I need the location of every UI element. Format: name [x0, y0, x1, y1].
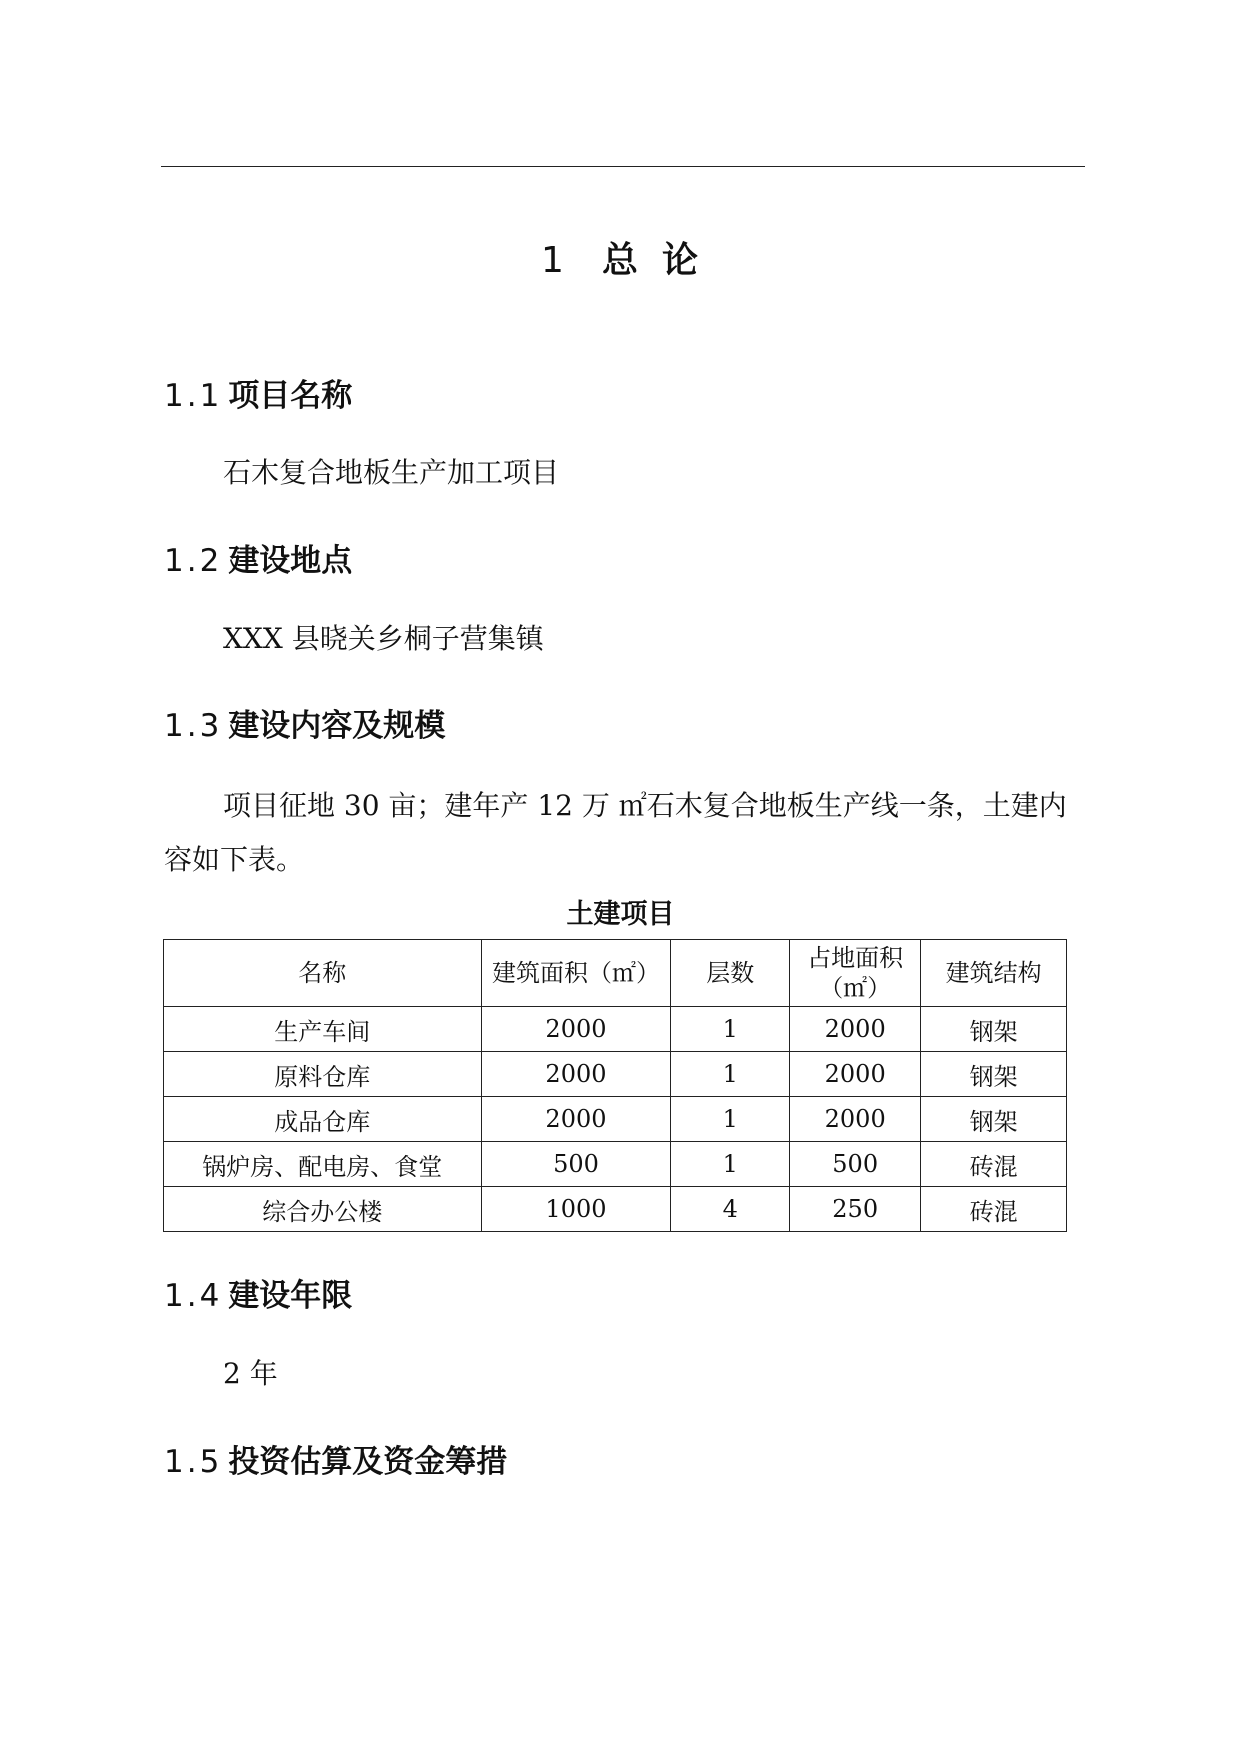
chapter-title-char-2: 论 — [661, 240, 700, 281]
table-cell: 1 — [671, 1097, 790, 1142]
table-cell: 砖混 — [921, 1187, 1067, 1232]
table-row — [164, 1142, 1067, 1187]
table-cell: 钢架 — [921, 1097, 1067, 1142]
section-title: 建设年限 — [228, 1278, 353, 1314]
table-cell: 2000 — [481, 1097, 671, 1142]
chapter-title-char-1: 总 — [601, 240, 640, 281]
section-number: 1.5 — [164, 1444, 223, 1480]
table-cell: 1 — [671, 1052, 790, 1097]
header-rule — [161, 166, 1085, 167]
section-body-1-4: 2 年 — [223, 1357, 278, 1390]
section-number: 1.4 — [164, 1278, 223, 1314]
table-header-row — [164, 940, 1067, 1007]
table-cell: 锅炉房、配电房、食堂 — [164, 1142, 482, 1187]
chapter-title — [0, 232, 1241, 283]
table-cell: 2000 — [790, 1097, 921, 1142]
table-cell: 1 — [671, 1142, 790, 1187]
table-row — [164, 1007, 1067, 1052]
table-cell: 综合办公楼 — [164, 1187, 482, 1232]
table-cell: 2000 — [481, 1052, 671, 1097]
table-caption: 土建项目 — [566, 899, 675, 930]
section-number: 1.1 — [164, 378, 223, 414]
construction-table — [163, 939, 1067, 1232]
chapter-number: 1 — [541, 240, 566, 281]
column-header: 建筑结构 — [921, 940, 1067, 1007]
table-cell: 2000 — [790, 1007, 921, 1052]
section-body-1-2: XXX 县晓关乡桐子营集镇 — [223, 622, 544, 655]
section-body-1-1: 石木复合地板生产加工项目 — [223, 456, 560, 489]
table-cell: 4 — [671, 1187, 790, 1232]
section-title: 建设内容及规模 — [228, 708, 446, 744]
table-cell: 钢架 — [921, 1007, 1067, 1052]
section-heading-1-3 — [164, 700, 445, 745]
table-cell: 生产车间 — [164, 1007, 482, 1052]
section-body-1-3-line-1: 项目征地 30 亩；建年产 12 万 ㎡石木复合地板生产线一条，土建内 — [223, 789, 1067, 822]
section-heading-1-2 — [164, 535, 352, 580]
section-number: 1.2 — [164, 543, 223, 579]
section-heading-1-4 — [164, 1270, 352, 1315]
table-cell: 2000 — [790, 1052, 921, 1097]
column-header: 名称 — [164, 940, 482, 1007]
section-title: 项目名称 — [228, 378, 353, 414]
section-body-1-3-line-2: 容如下表。 — [164, 843, 305, 876]
table-row — [164, 1052, 1067, 1097]
section-heading-1-1 — [164, 370, 352, 415]
table-cell: 500 — [790, 1142, 921, 1187]
section-heading-1-5 — [164, 1436, 507, 1481]
table-cell: 1000 — [481, 1187, 671, 1232]
column-header: 建筑面积（㎡） — [481, 940, 671, 1007]
section-title: 建设地点 — [228, 543, 353, 579]
table-cell: 500 — [481, 1142, 671, 1187]
table-row — [164, 1187, 1067, 1232]
table-cell: 砖混 — [921, 1142, 1067, 1187]
column-header: 层数 — [671, 940, 790, 1007]
table-cell: 钢架 — [921, 1052, 1067, 1097]
table-cell: 1 — [671, 1007, 790, 1052]
column-header: 占地面积（㎡） — [790, 940, 921, 1007]
table-cell: 成品仓库 — [164, 1097, 482, 1142]
table-row — [164, 1097, 1067, 1142]
section-number: 1.3 — [164, 708, 223, 744]
table-cell: 250 — [790, 1187, 921, 1232]
table-cell: 2000 — [481, 1007, 671, 1052]
table-cell: 原料仓库 — [164, 1052, 482, 1097]
section-title: 投资估算及资金筹措 — [228, 1444, 508, 1480]
